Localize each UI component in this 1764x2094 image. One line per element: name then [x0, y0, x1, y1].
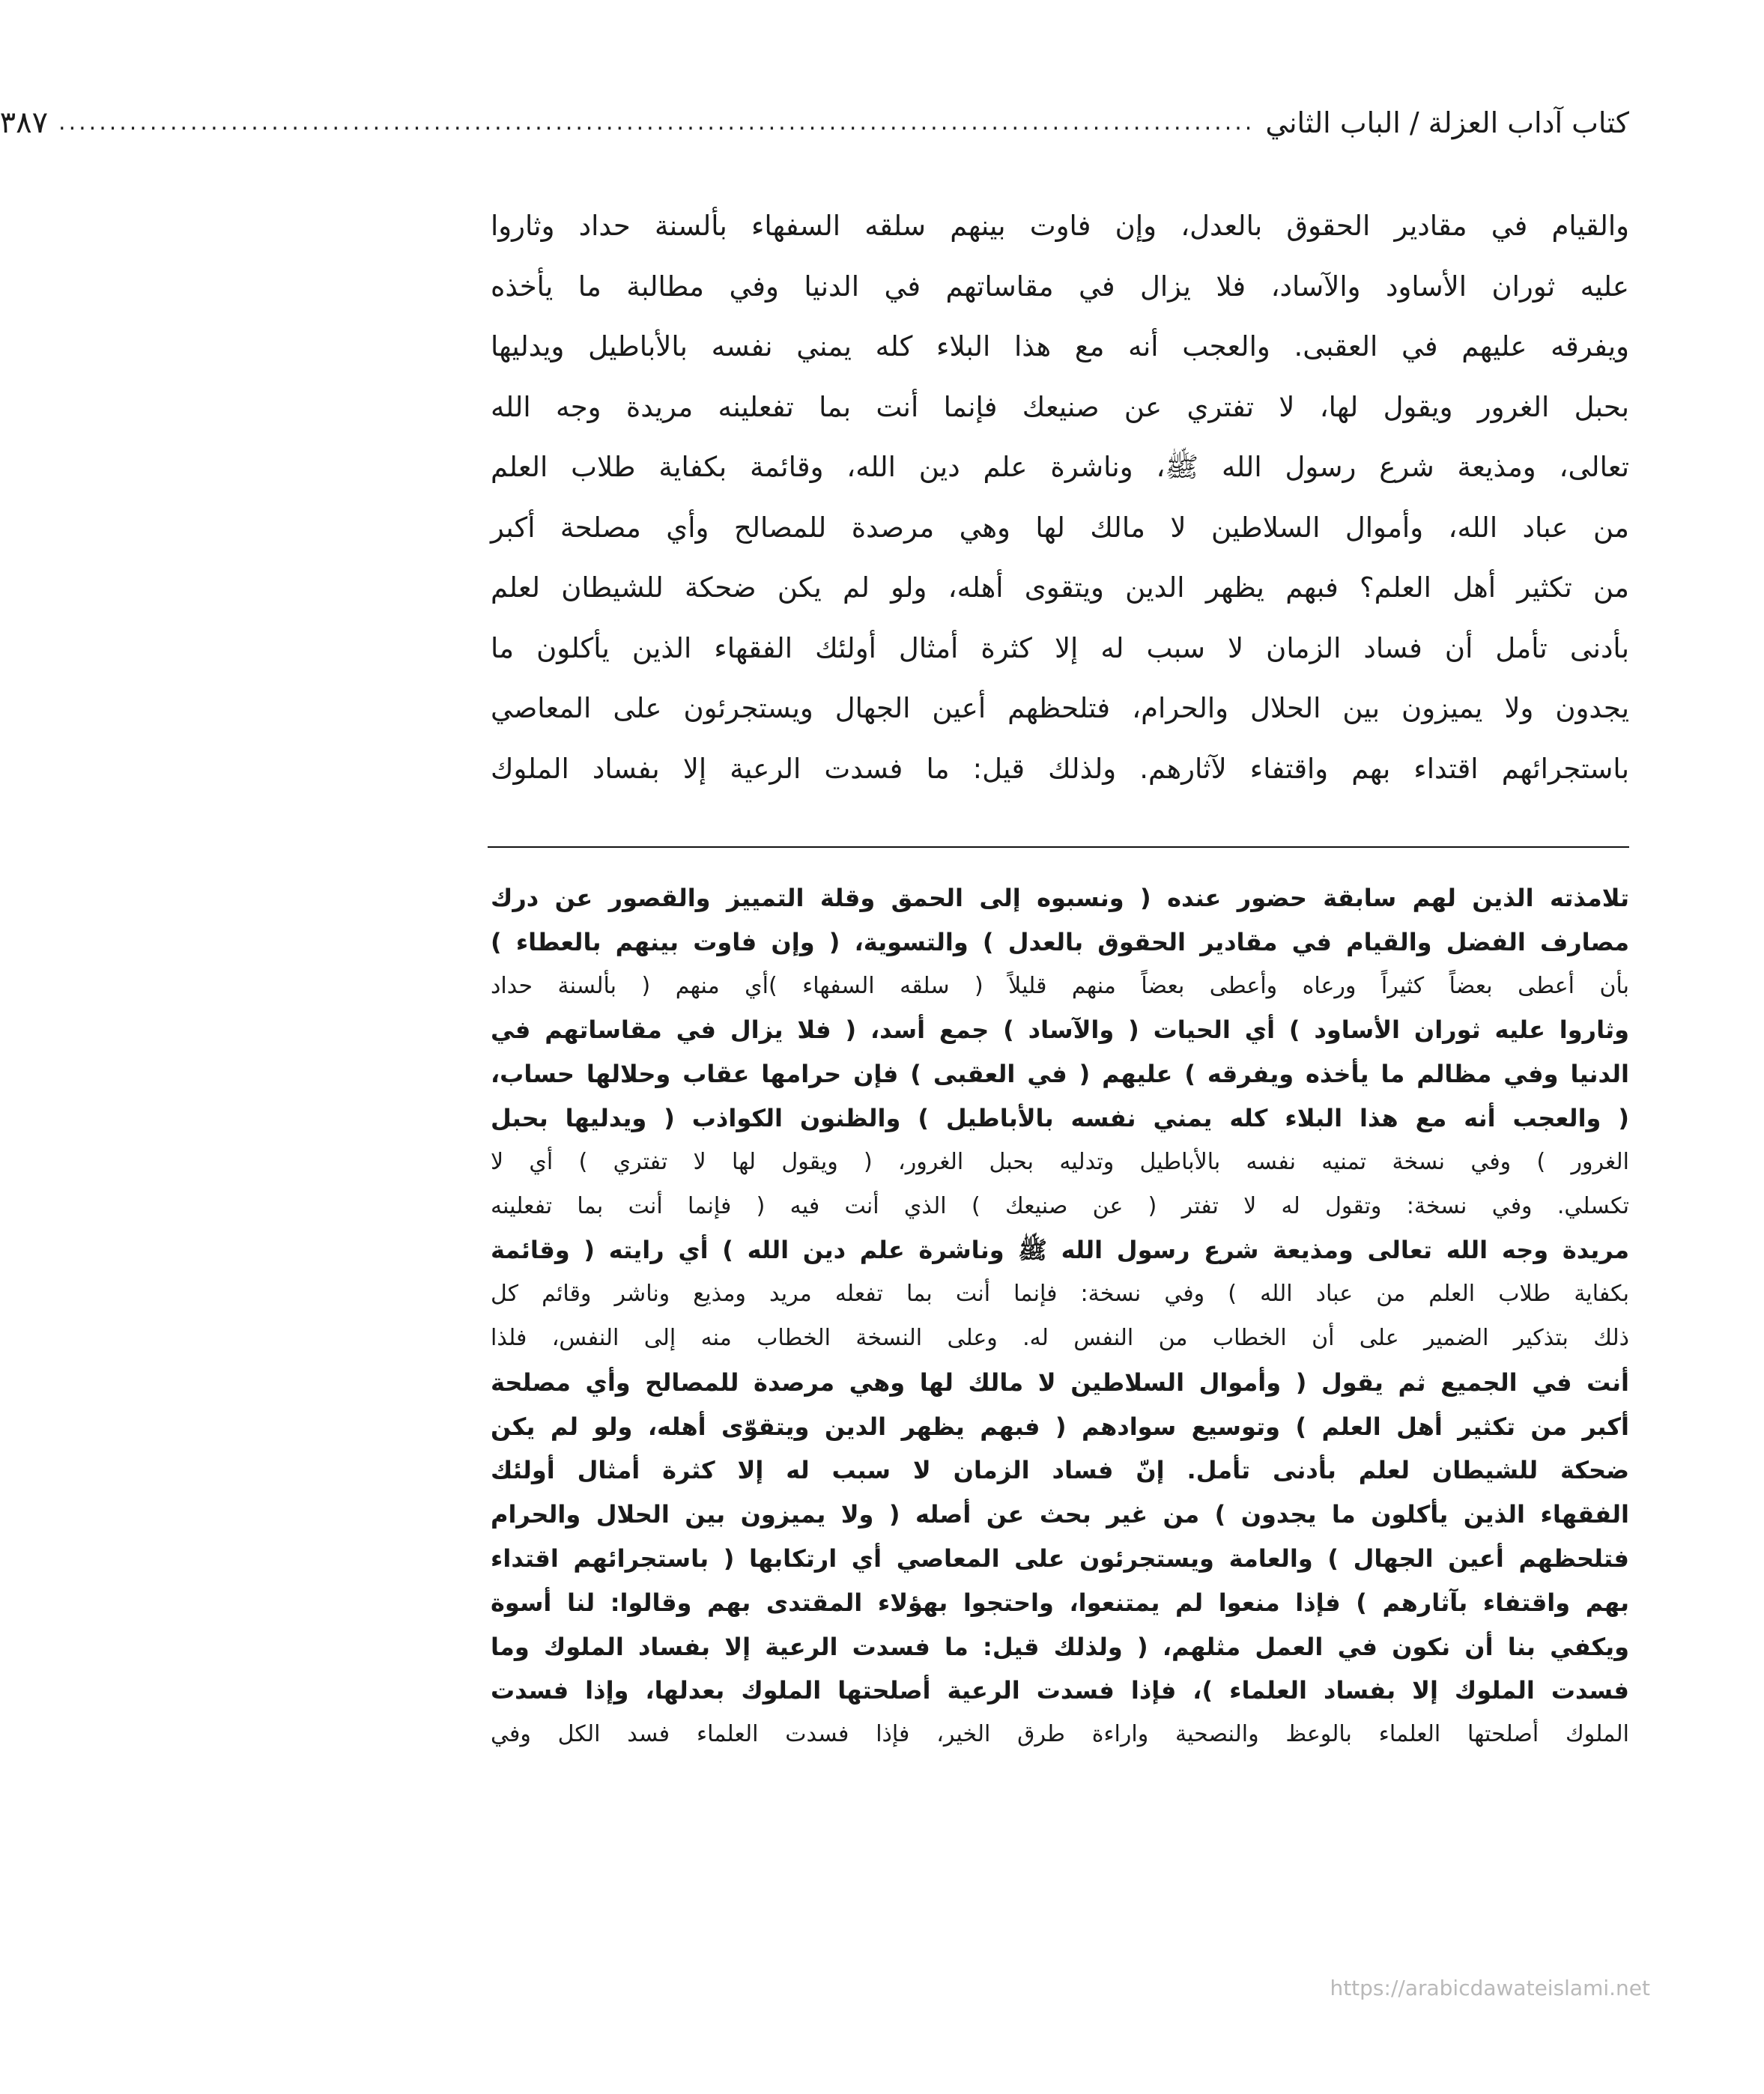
main-text-line: باستجرائهم اقتداء بهم واقتفاء لآثارهم. ولذلك قيل: ما فسدت الرعية إلا بفساد الملوك [491, 752, 1629, 785]
main-text-line: والقيام في مقادير الحقوق بالعدل، وإن فاوت بينهم سلقه السفهاء بألسنة حداد وثاروا [491, 210, 1629, 242]
main-text-line: من تكثير أهل العلم؟ فبهم يظهر الدين ويتقوى أهله، ولو لم يكن ضحكة للشيطان لعلم [491, 571, 1629, 604]
footnote-line: أكبر من تكثير أهل العلم ) وتوسيع سوادهم ( فبهم يظهر الدين ويتقوّى أهله، ولو لم يكن [491, 1412, 1629, 1441]
footnote-line: الغرور ) وفي نسخة تمنيه نفسه بالأباطيل وتدليه بحبل الغرور، ( ويقول لها لا تفتري ) أي لا [491, 1148, 1629, 1175]
chapter-title: كتاب آداب العزلة / الباب الثاني [1265, 106, 1629, 139]
footnote-separator [488, 846, 1629, 848]
footnote-line: الملوك أصلحتها العلماء بالوعظ والنصحية واراءة طرق الخير، فإذا فسدت العلماء فسد الكل وفي [491, 1721, 1629, 1748]
footnote-line: بأن أعطى بعضاً كثيراً ورعاه وأعطى بعضاً منهم قليلاً ( سلقه السفهاء )أي منهم ( بألسنة حداد [491, 972, 1629, 999]
leader-dots: ...................................................................................................................... [58, 109, 1255, 136]
page-number: ٣٨٧ [0, 106, 49, 140]
main-text-line: ويفرقه عليهم في العقبى. والعجب أنه مع هذا البلاء كله يمني نفسه بالأباطيل ويدليها [491, 330, 1629, 362]
watermark-url: https://arabicdawateislami.net [1330, 1976, 1650, 2000]
footnote-line: الدنيا وفي مظالم ما يأخذه ويفرقه ) عليهم ( في العقبى ) فإن حرامها عقاب وحلالها حساب، [491, 1060, 1629, 1089]
footnote-line: وثاروا عليه ثوران الأساود ) أي الحيات ( والآساد ) جمع أسد، ( فلا يزال في مقاساتهم في [491, 1016, 1629, 1045]
footnote-line: الفقهاء الذين يأكلون ما يجدون ) من غير بحث عن أصله ( ولا يميزون بين الحلال والحرام [491, 1500, 1629, 1529]
footnote-line: فسدت الملوك إلا بفساد العلماء )، فإذا فسدت الرعية أصلحتها الملوك بعدلها، وإذا فسدت [491, 1676, 1629, 1705]
footnote-line: ذلك بتذكير الضمير على أن الخطاب من النفس له. وعلى النسخة الخطاب منه إلى النفس، فلذا [491, 1324, 1629, 1351]
main-text-line: بحبل الغرور ويقول لها، لا تفتري عن صنيعك فإنما أنت بما تفعلينه مريدة وجه الله [491, 390, 1629, 423]
footnote-line: بهم واقتفاء بآثارهم ) فإذا منعوا لم يمتنعوا، واحتجوا بهؤلاء المقتدى بهم وقالوا: لنا أسوة [491, 1588, 1629, 1617]
footnote-line: مصارف الفضل والقيام في مقادير الحقوق بالعدل ) والتسوية، ( وإن فاوت بينهم بالعطاء ) [491, 927, 1629, 956]
footnote-line: تلامذته الذين لهم سابقة حضور عنده ( ونسبوه إلى الحمق وقلة التمييز والقصور عن درك [491, 884, 1629, 912]
footnote-line: ( والعجب أنه مع هذا البلاء كله يمني نفسه بالأباطيل ) والظنون الكواذب ( ويدليها بحبل [491, 1103, 1629, 1132]
footnote-line: تكسلي. وفي نسخة: وتقول له لا تفتر ( عن صنيعك ) الذي أنت فيه ( فإنما أنت بما تفعلينه [491, 1192, 1629, 1219]
footnote-line: ويكفي بنا أن نكون في العمل مثلهم، ( ولذلك قيل: ما فسدت الرعية إلا بفساد الملوك وما [491, 1632, 1629, 1661]
main-text-line: عليه ثوران الأساود والآساد، فلا يزال في مقاساتهم في الدنيا وفي مطالبة ما يأخذه [491, 270, 1629, 303]
main-text-line: تعالى، ومذيعة شرع رسول الله ﷺ، وناشرة علم دين الله، وقائمة بكفاية طلاب العلم [491, 451, 1629, 483]
main-text-line: من عباد الله، وأموال السلاطين لا مالك لها وهي مرصدة للمصالح وأي مصلحة أكبر [491, 511, 1629, 544]
main-text [491, 196, 1629, 799]
main-text-line: يجدون ولا يميزون بين الحلال والحرام، فتلحظهم أعين الجهال ويستجرئون على المعاصي [491, 692, 1629, 724]
main-text-line: بأدنى تأمل أن فساد الزمان لا سبب له إلا كثرة أمثال أولئك الفقهاء الذين يأكلون ما [491, 631, 1629, 664]
commentary-footnotes [491, 876, 1629, 1757]
running-header [0, 96, 1629, 150]
footnote-line: أنت في الجميع ثم يقول ( وأموال السلاطين لا مالك لها وهي مرصدة للمصالح وأي مصلحة [491, 1368, 1629, 1397]
footnote-line: بكفاية طلاب العلم من عباد الله ) وفي نسخة: فإنما أنت بما تفعله مريد ومذيع وناشر وقائم كل [491, 1281, 1629, 1308]
footnote-line: مريدة وجه الله تعالى ومذيعة شرع رسول الله ﷺ وناشرة علم دين الله ) أي رايته ( وقائمة [491, 1236, 1629, 1265]
footnote-line: فتلحظهم أعين الجهال ) والعامة ويستجرئون على المعاصي أي ارتكابها ( باستجرائهم اقتداء [491, 1544, 1629, 1573]
footnote-line: ضحكة للشيطان لعلم بأدنى تأمل. إنّ فساد الزمان لا سبب له إلا كثرة أمثال أولئك [491, 1456, 1629, 1485]
